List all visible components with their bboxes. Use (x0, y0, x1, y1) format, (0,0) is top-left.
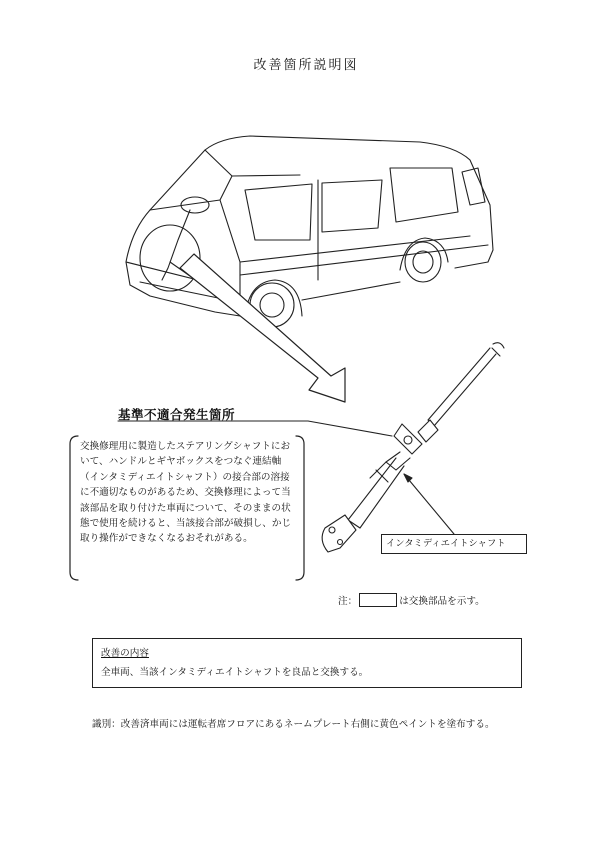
identification-note: 識別：改善済車両には運転者席フロアにあるネームプレート右側に黄色ペイントを塗布する。 (92, 719, 495, 730)
part-name-label: インタミディエイトシャフト (381, 534, 527, 554)
document-title: 改善箇所説明図 (253, 58, 359, 73)
defect-leader-line (308, 421, 392, 436)
note-prefix: 注： (338, 596, 358, 607)
replacement-part-swatch (359, 593, 397, 607)
note-suffix: は交換部品を示す。 (399, 596, 485, 607)
improvement-body: 全車両、当該インタミディエイトシャフトを良品と交換する。 (101, 667, 369, 678)
legend-note (338, 593, 485, 607)
steering-shaft-illustration (322, 343, 504, 552)
improvement-box (92, 638, 522, 688)
defect-location-heading: 基準不適合発生箇所 (118, 407, 236, 422)
van-illustration (126, 136, 493, 327)
improvement-title: 改善の内容 (101, 648, 149, 659)
pointer-arrow (180, 254, 345, 402)
part-label-leader (404, 474, 454, 534)
defect-description: 交換修理用に製造したステアリングシャフトにおいて、ハンドルとギヤボックスをつなぐ連結軸（インタミディエイトシャフト）の接合部の溶接に不適切なものがあるため、交換修理によって当該部品を取り付けた車両について、そのままの状態で使用を続けると、当該接合部が破損し、かじ取り操作ができなくなるおそれがある。 (80, 441, 292, 545)
